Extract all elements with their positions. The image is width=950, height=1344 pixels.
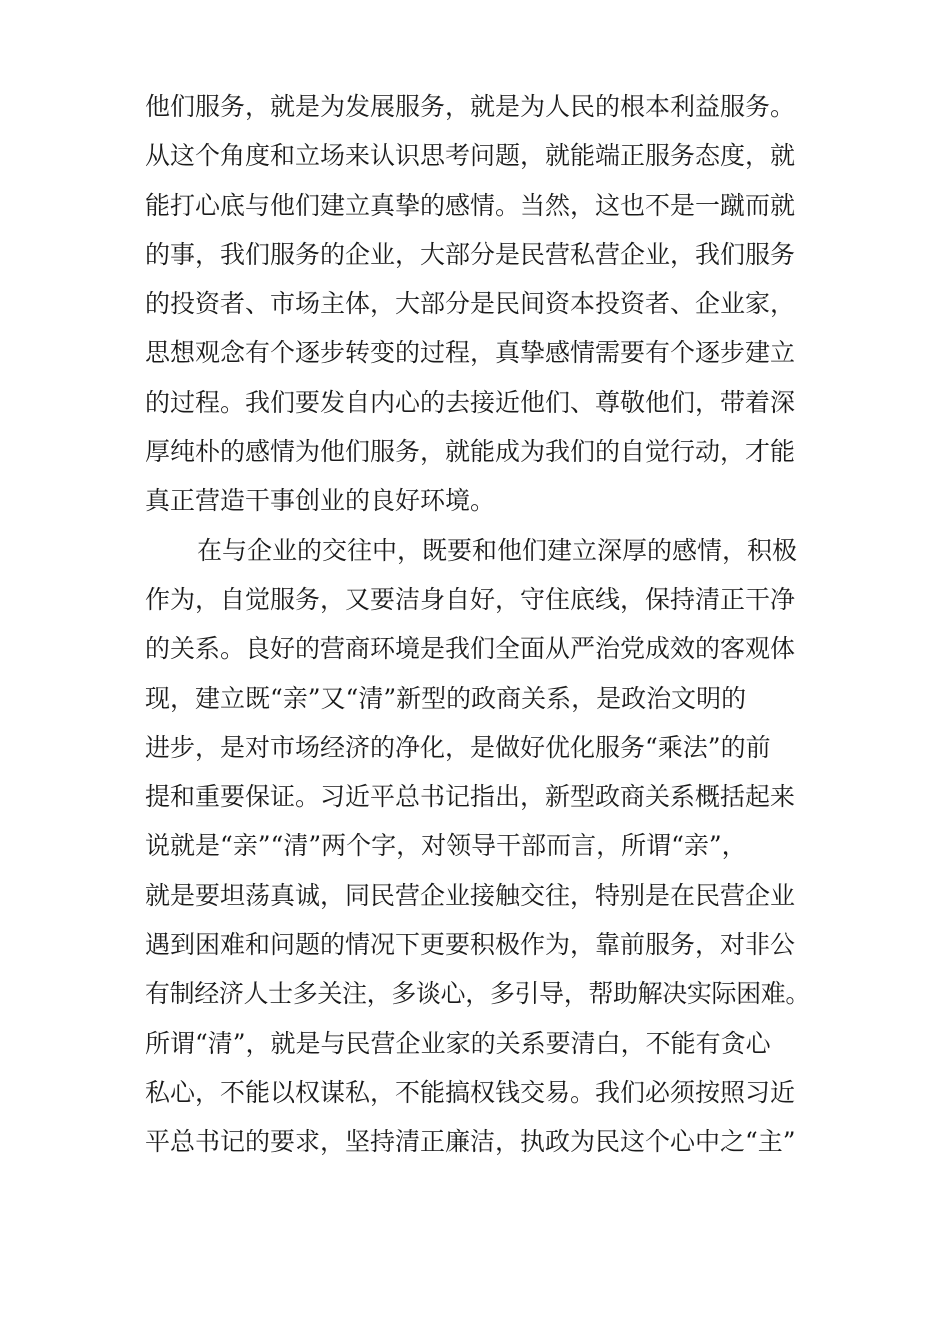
text-line: 能打心底与他们建立真挚的感情。当然，这也不是一蹴而就 <box>145 190 796 220</box>
text-line: 的关系。良好的营商环境是我们全面从严治党成效的客观体 <box>145 634 796 664</box>
text-line: 思想观念有个逐步转变的过程，真挚感情需要有个逐步建立 <box>145 338 796 368</box>
text-line: 真正营造干事创业的良好环境。 <box>145 486 496 516</box>
text-line: 提和重要保证。习近平总书记指出，新型政商关系概括起来 <box>145 782 796 812</box>
text-line: 平总书记的要求，坚持清正廉洁，执政为民这个心中之“主” <box>145 1127 796 1157</box>
text-line: 就是要坦荡真诚，同民营企业接触交往，特别是在民营企业 <box>145 880 796 910</box>
text-line: 私心，不能以权谋私，不能搞权钱交易。我们必须按照习近 <box>145 1077 796 1107</box>
text-line: 从这个角度和立场来认识思考问题，就能端正服务态度，就 <box>145 141 796 171</box>
text-line: 所谓“清”，就是与民营企业家的关系要清白，不能有贪心 <box>145 1028 771 1058</box>
text-line: 的过程。我们要发自内心的去接近他们、尊敬他们，带着深 <box>145 387 796 417</box>
text-line: 说就是“亲”“清”两个字，对领导干部而言，所谓“亲”， <box>145 831 747 861</box>
text-line: 遇到困难和问题的情况下更要积极作为，靠前服务，对非公 <box>145 930 796 960</box>
text-line: 的投资者、市场主体，大部分是民间资本投资者、企业家， <box>145 289 796 319</box>
text-line: 作为，自觉服务，又要洁身自好，守住底线，保持清正干净 <box>145 584 796 614</box>
text-line: 厚纯朴的感情为他们服务，就能成为我们的自觉行动，才能 <box>145 437 796 467</box>
text-line: 的事，我们服务的企业，大部分是民营私营企业，我们服务 <box>145 239 796 269</box>
paragraph-first-line: 在与企业的交往中，既要和他们建立深厚的感情，积极 <box>197 535 798 565</box>
text-line: 现，建立既“亲”又“清”新型的政商关系，是政治文明的 <box>145 683 747 713</box>
text-line: 进步，是对市场经济的净化，是做好优化服务“乘法”的前 <box>145 732 771 762</box>
document-body <box>145 82 810 1167</box>
text-line: 他们服务，就是为发展服务，就是为人民的根本利益服务。 <box>145 92 796 121</box>
text-line: 有制经济人士多关注，多谈心，多引导，帮助解决实际困难。 <box>145 979 811 1009</box>
